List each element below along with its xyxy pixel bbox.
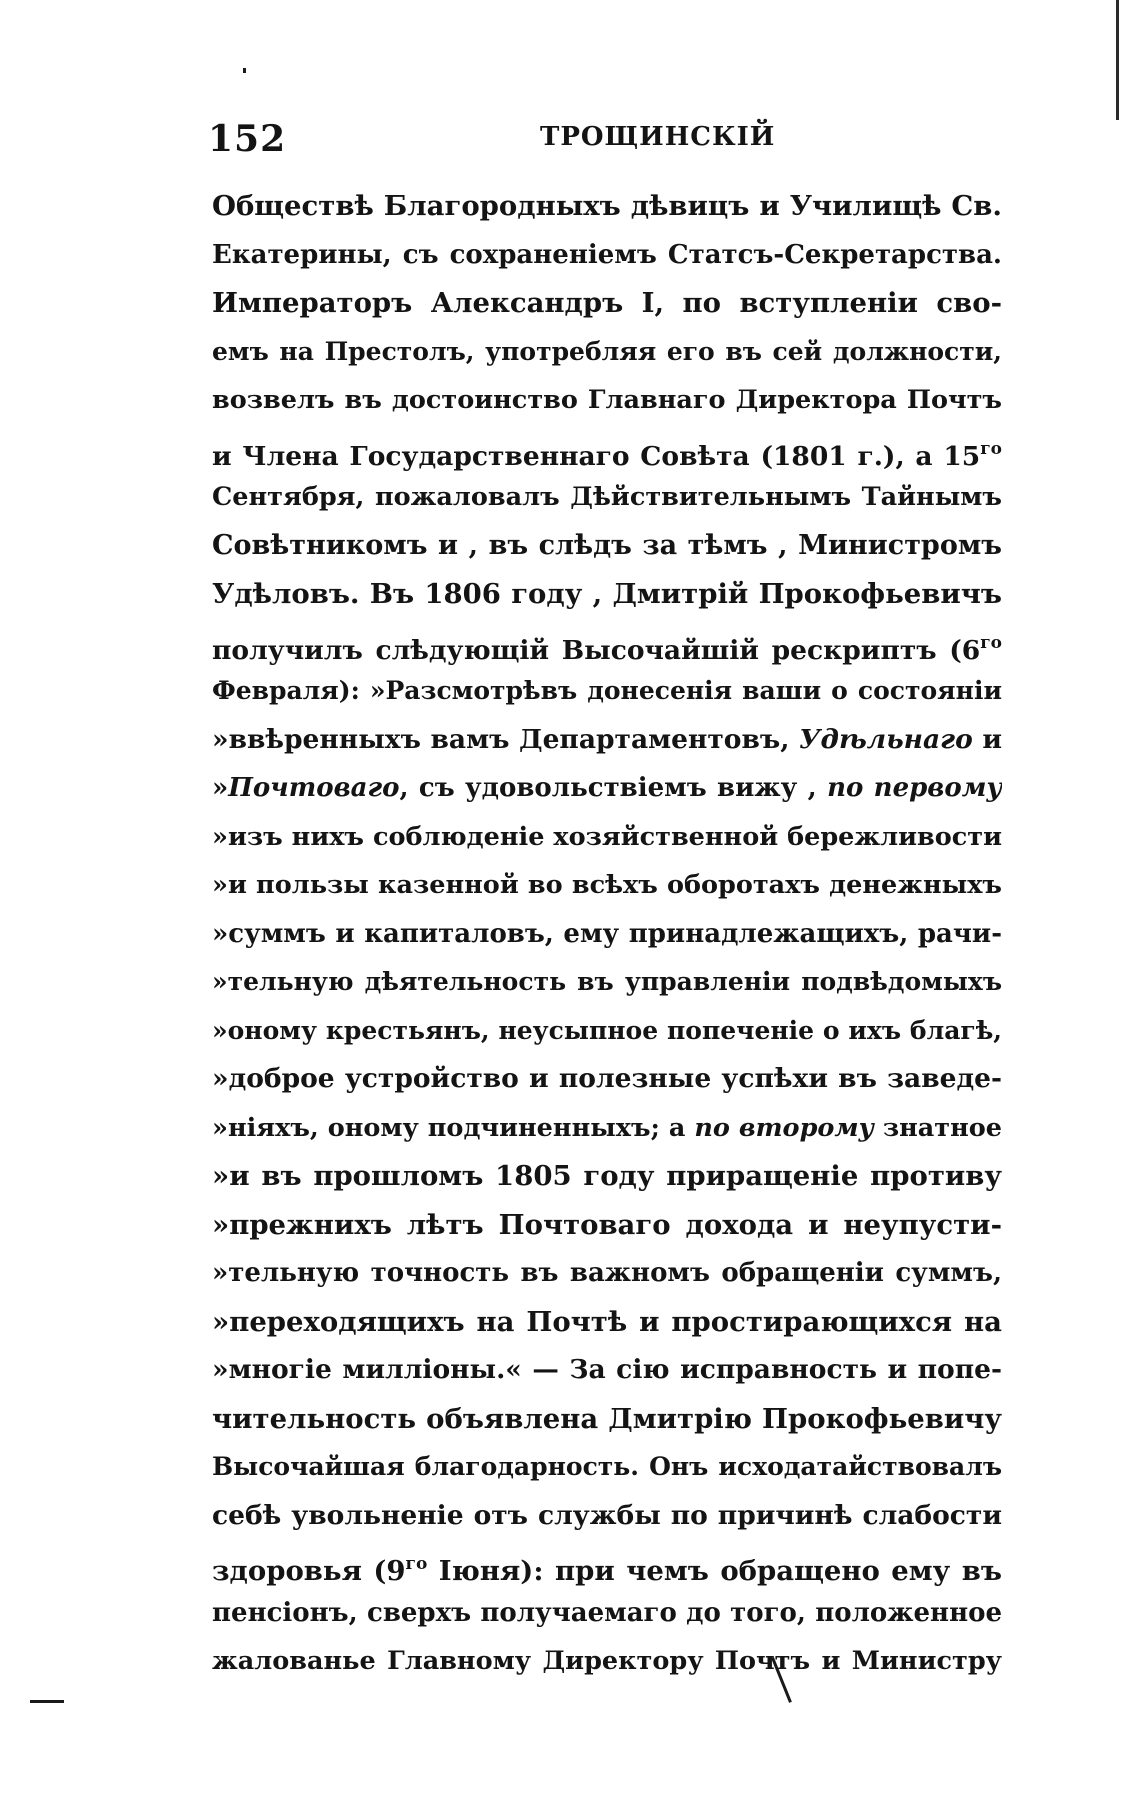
text-line: Февраля): »Разсмотрѣвъ донесенія ваши о состояніи: [212, 676, 1002, 705]
text-line: »тельную точность въ важномъ обращеніи суммъ,: [212, 1258, 1002, 1288]
text-line: себѣ увольненіе отъ службы по причинѣ слабости: [212, 1499, 1002, 1531]
text-line: »многіе милліоны.« — За сію исправность и попе-: [212, 1354, 1002, 1385]
text-line: Удѣловъ. Въ 1806 году , Дмитрій Прокофьевичъ: [212, 578, 1002, 610]
text-line: »переходящихъ на Почтѣ и простирающихся на: [212, 1305, 1002, 1338]
text-line: Сентября, пожаловалъ Дѣйствительнымъ Тайнымъ: [212, 482, 1002, 512]
text-line: чительность объявлена Дмитрію Прокофьевичу: [212, 1402, 1002, 1435]
text-line: здоровья ($9^{го}$ Іюня): при чемъ обращено ему въ: [212, 1554, 1002, 1587]
text-line: »прежнихъ лѣтъ Почтоваго дохода и неупусти-: [212, 1208, 1002, 1241]
text-line: »Почтоваго, съ удовольствіемъ вижу , по первому: [212, 773, 1002, 803]
text-line: »изъ нихъ соблюденіе хозяйственной бережливости: [212, 821, 1002, 852]
text-line: Высочайшая благодарность. Онъ исходатайствовалъ: [212, 1452, 1002, 1481]
text-line: »доброе устройство и полезные успѣхи въ заведе-: [212, 1063, 1002, 1094]
text-line: »тельную дѣятельность въ управленіи подвѣдомыхъ: [212, 967, 1002, 996]
text-line: Императоръ Александръ I, по вступленіи сво-: [212, 287, 1002, 319]
text-line: получилъ слѣдующій Высочайшій рескриптъ ($6^{го}$: [212, 632, 1002, 666]
ink-smudge: [30, 1700, 64, 1703]
text-line: возвелъ въ достоинство Главнаго Директора Почтъ: [212, 385, 1002, 415]
text-line: »ввѣренныхъ вамъ Департаментовъ, Удѣльнаго и: [212, 723, 1002, 755]
text-line: Екатерины, съ сохраненіемъ Статсъ-Секретарства.: [212, 239, 1002, 270]
text-line: и Члена Государственнаго Совѣта (1801 г.), а $15^{го}$: [212, 438, 1002, 472]
text-line: »суммъ и капиталовъ, ему принадлежащихъ, рачи-: [212, 918, 1002, 949]
text-line: пенсіонъ, сверхъ получаемаго до того, положенное: [212, 1597, 1002, 1628]
page-number: 152: [208, 118, 287, 160]
text-line: емъ на Престолъ, употребляя его въ сей должности,: [212, 336, 1002, 366]
text-line: »и въ прошломъ 1805 году приращеніе противу: [212, 1160, 1002, 1192]
body-text: [212, 182, 1002, 1686]
text-line: »и пользы казенной во всѣхъ оборотахъ денежныхъ: [212, 870, 1002, 900]
text-line: Совѣтникомъ и , въ слѣдъ за тѣмъ , Министромъ: [212, 529, 1002, 561]
text-line: Обществѣ Благородныхъ дѣвицъ и Училищѣ Св.: [212, 190, 1002, 222]
text-line: жалованье Главному Директору Почтъ и Министру: [212, 1646, 1002, 1676]
ink-speck: [243, 68, 246, 73]
page-edge-line: [1116, 0, 1119, 120]
text-line: »ніяхъ, оному подчиненныхъ; а по второму знатное: [212, 1112, 1002, 1143]
running-head: ТРОЩИНСКІЙ: [540, 122, 776, 152]
text-line: »оному крестьянъ, неусыпное попеченіе о ихъ благѣ,: [212, 1015, 1002, 1045]
